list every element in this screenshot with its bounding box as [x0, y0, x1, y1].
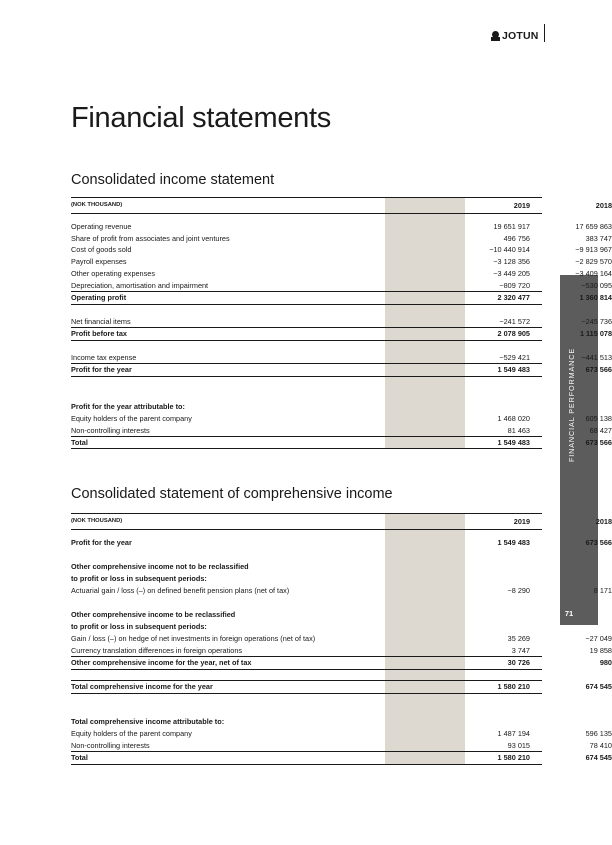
row-label: Operating profit — [71, 293, 127, 302]
row-label: Other comprehensive income to be reclassified — [71, 610, 236, 619]
total-row — [71, 437, 612, 449]
value-2019: −3 128 356 — [493, 257, 530, 266]
section-heading-row — [71, 716, 542, 728]
value-2019: 35 269 — [507, 634, 530, 643]
value-2019: 1 549 483 — [497, 438, 530, 447]
value-2019: 1 580 210 — [497, 682, 530, 691]
total-row — [71, 364, 612, 376]
value-2018: −441 513 — [581, 353, 612, 362]
total-row — [71, 681, 612, 693]
value-2018: −9 913 967 — [575, 245, 612, 254]
table-header-row — [71, 516, 612, 528]
subtotal-rule — [71, 669, 542, 670]
value-2019: −529 421 — [499, 353, 530, 362]
row-label: Profit for the year attributable to: — [71, 402, 185, 411]
header-rule — [71, 213, 542, 214]
value-2019: 30 726 — [507, 658, 530, 667]
section-heading-row — [71, 401, 542, 413]
unit-label: (NOK THOUSAND) — [71, 202, 123, 208]
value-2019: 1 549 483 — [497, 365, 530, 374]
unit-label: (NOK THOUSAND) — [71, 518, 123, 524]
value-2018: −3 409 164 — [575, 269, 612, 278]
row-label: Payroll expenses — [71, 257, 127, 266]
jotun-logo-mark-icon — [491, 31, 500, 41]
table-row — [71, 352, 612, 364]
total-rule — [71, 693, 542, 694]
row-label: Non-controlling interests — [71, 741, 150, 750]
row-label: to profit or loss in subsequent periods: — [71, 574, 207, 583]
value-2018: 596 135 — [585, 729, 612, 738]
table-top-rule — [71, 197, 542, 198]
section-heading-row — [71, 573, 542, 585]
logo-divider — [544, 24, 546, 42]
comprehensive-income-title: Consolidated statement of comprehensive income — [71, 486, 393, 502]
table-row — [71, 244, 612, 256]
row-label: Share of profit from associates and joint ventures — [71, 234, 230, 243]
value-2018: 980 — [599, 658, 612, 667]
value-2019: 496 756 — [503, 234, 530, 243]
value-2018: 68 427 — [589, 426, 612, 435]
table-row — [71, 256, 612, 268]
total-bottom-rule — [71, 448, 542, 449]
subtotal-row — [71, 657, 612, 669]
row-label: Total — [71, 438, 88, 447]
value-2018: 1 360 814 — [579, 293, 612, 302]
value-2019: 2 078 905 — [497, 329, 530, 338]
jotun-logo-text: JOTUN — [502, 30, 539, 42]
total-row — [71, 752, 612, 764]
header-rule — [71, 529, 542, 530]
subtotal-row — [71, 328, 612, 340]
table-row — [71, 537, 612, 549]
row-label: Actuarial gain / loss (–) on defined benefit pension plans (net of tax) — [71, 586, 290, 595]
table-row — [71, 221, 612, 233]
value-2018: −2 829 570 — [575, 257, 612, 266]
table-row — [71, 316, 612, 328]
row-label: Total comprehensive income for the year — [71, 682, 213, 691]
value-2019: 1 487 194 — [497, 729, 530, 738]
table-row — [71, 633, 612, 645]
jotun-logo — [491, 30, 541, 42]
table-top-rule — [71, 513, 542, 514]
column-header-2019: 2019 — [513, 517, 530, 526]
value-2018: 674 545 — [585, 753, 612, 762]
subtotal-rule — [71, 304, 542, 305]
row-label: Other comprehensive income for the year, net of tax — [71, 658, 252, 667]
value-2019: −3 449 205 — [493, 269, 530, 278]
subtotal-row — [71, 292, 612, 304]
row-label: Total — [71, 753, 88, 762]
side-tab-label: FINANCIAL PERFORMANCE — [567, 347, 576, 463]
section-heading-row — [71, 561, 542, 573]
value-2018: 19 858 — [589, 646, 612, 655]
value-2018: 8 171 — [593, 586, 612, 595]
table-header-row — [71, 200, 612, 212]
table-row — [71, 233, 612, 245]
total-rule — [71, 376, 542, 377]
row-label: Operating revenue — [71, 222, 132, 231]
row-label: Profit for the year — [71, 365, 132, 374]
value-2019: −809 720 — [499, 281, 530, 290]
value-2018: 605 138 — [585, 414, 612, 423]
table-row — [71, 268, 612, 280]
value-2018: 78 410 — [589, 741, 612, 750]
value-2019: 2 320 477 — [497, 293, 530, 302]
table-row — [71, 413, 612, 425]
value-2019: 19 651 917 — [493, 222, 530, 231]
row-label: Equity holders of the parent company — [71, 729, 192, 738]
table-row — [71, 585, 612, 597]
value-2018: 673 566 — [585, 438, 612, 447]
value-2018: −245 736 — [581, 317, 612, 326]
value-2018: 383 747 — [585, 234, 612, 243]
value-2019: 81 463 — [507, 426, 530, 435]
row-label: Total comprehensive income attributable to: — [71, 717, 225, 726]
value-2018: −530 095 — [581, 281, 612, 290]
row-label: Profit for the year — [71, 538, 132, 547]
value-2019: 93 015 — [507, 741, 530, 750]
row-label: Gain / loss (–) on hedge of net investments in foreign operations (net of tax) — [71, 634, 316, 643]
row-label: Currency translation differences in foreign operations — [71, 646, 243, 655]
value-2019: 3 747 — [511, 646, 530, 655]
value-2019: 1 549 483 — [497, 538, 530, 547]
value-2019: −10 440 914 — [489, 245, 530, 254]
value-2018: −27 049 — [585, 634, 612, 643]
table-row — [71, 740, 612, 752]
column-header-2018: 2018 — [595, 201, 612, 210]
column-header-2018: 2018 — [595, 517, 612, 526]
table-row — [71, 645, 612, 657]
value-2019: 1 468 020 — [497, 414, 530, 423]
row-label: Income tax expense — [71, 353, 137, 362]
row-label: Other comprehensive income not to be reclassified — [71, 562, 249, 571]
section-heading-row — [71, 621, 542, 633]
value-2018: 17 659 863 — [575, 222, 612, 231]
value-2019: −241 572 — [499, 317, 530, 326]
value-2018: 673 566 — [585, 365, 612, 374]
value-2019: 1 580 210 — [497, 753, 530, 762]
subtotal-rule — [71, 340, 542, 341]
income-statement-title: Consolidated income statement — [71, 172, 275, 188]
value-2018: 674 545 — [585, 682, 612, 691]
row-label: Other operating expenses — [71, 269, 155, 278]
table-row — [71, 425, 612, 437]
row-label: Cost of goods sold — [71, 245, 132, 254]
value-2018: 673 566 — [585, 538, 612, 547]
row-label: to profit or loss in subsequent periods: — [71, 622, 207, 631]
row-label: Equity holders of the parent company — [71, 414, 192, 423]
value-2019: −8 290 — [507, 586, 530, 595]
page-title: Financial statements — [71, 102, 331, 134]
table-row — [71, 280, 612, 292]
section-heading-row — [71, 609, 542, 621]
value-2018: 1 115 078 — [579, 329, 612, 338]
total-bottom-rule — [71, 764, 542, 765]
table-row — [71, 728, 612, 740]
row-label: Profit before tax — [71, 329, 127, 338]
row-label: Depreciation, amortisation and impairment — [71, 281, 209, 290]
page-number: 71 — [564, 609, 574, 618]
row-label: Non-controlling interests — [71, 426, 150, 435]
column-header-2019: 2019 — [513, 201, 530, 210]
row-label: Net financial items — [71, 317, 131, 326]
